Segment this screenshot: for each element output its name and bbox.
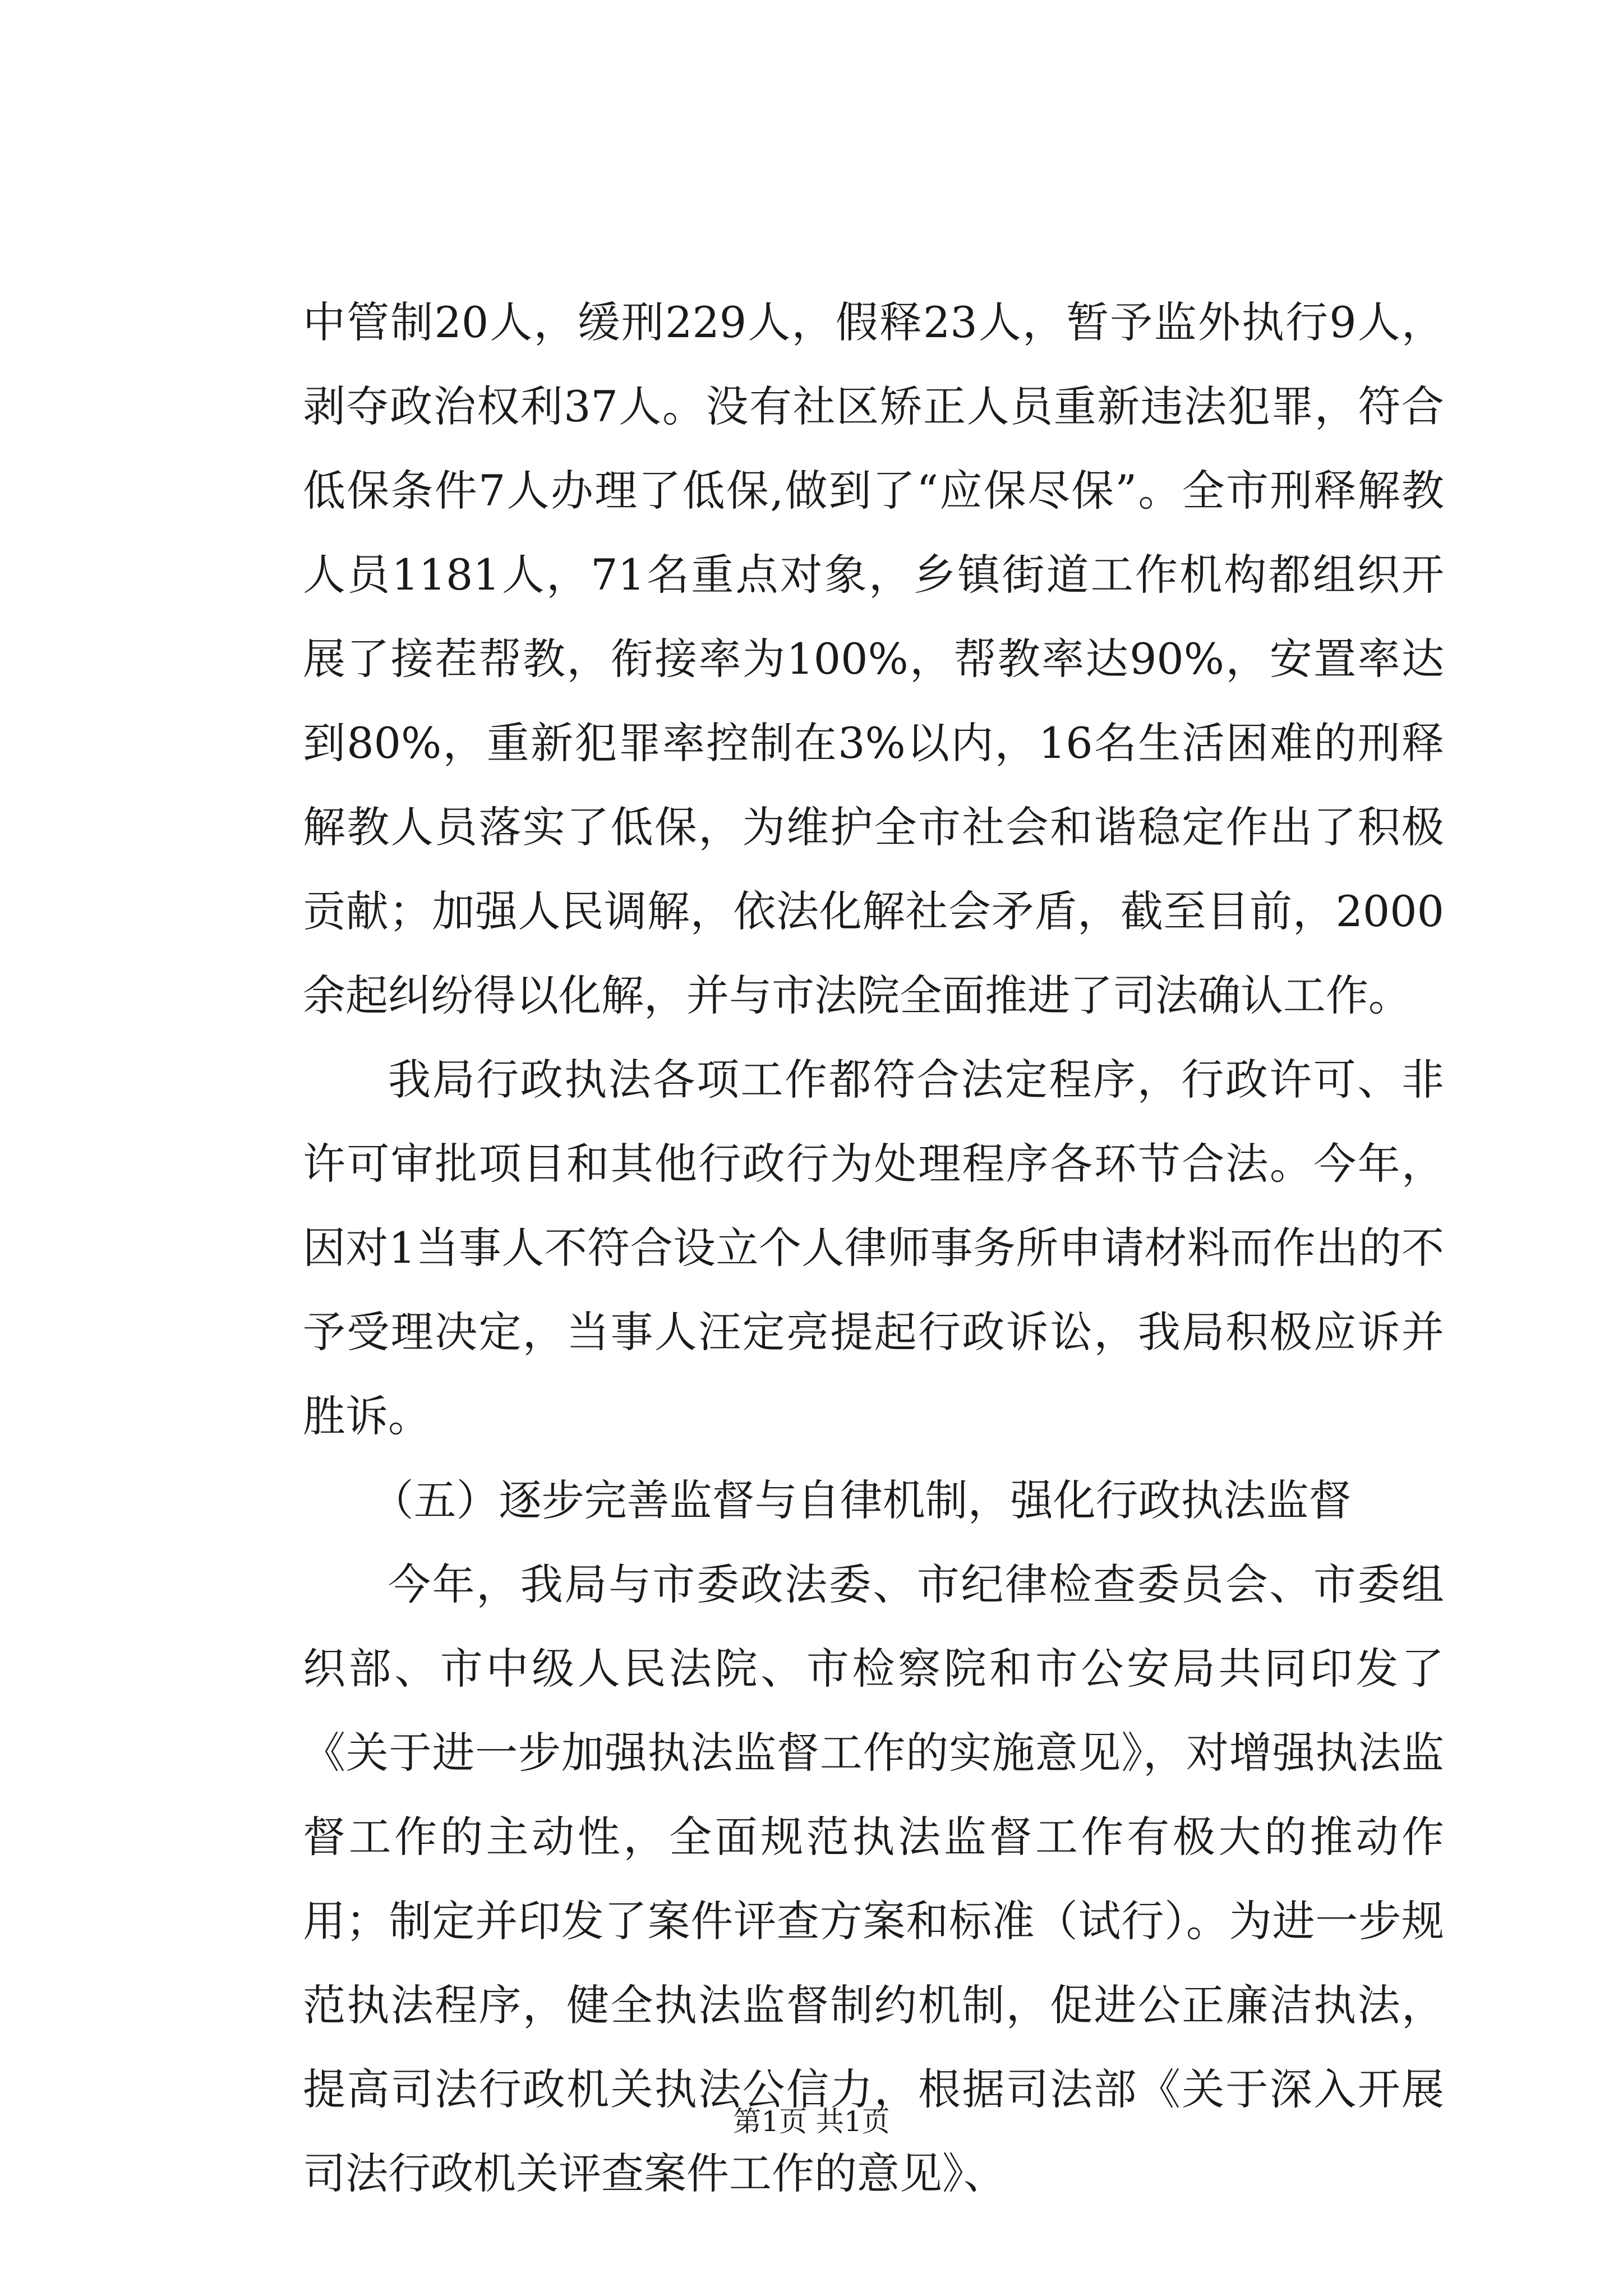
page-footer: 第1页 共1页 xyxy=(733,2105,890,2138)
section-heading-supervision: （五）逐步完善监督与自律机制，强化行政执法监督 xyxy=(371,1475,1352,1525)
paragraph-community-correction: 中管制20人，缓刑229人，假释23人，暂予监外执行9人，剥夺政治权利37人。没有社区矫正人员重新违法犯罪，符合低保条件7人办理了低保,做到了“应保尽保”。全市刑释解教人员1181人，71名重点对象，乡镇街道工作机构都组织开展了接茬帮教，衔接率为100%，帮教率达90%，安置率达到80%，重新犯罪率控制在3%以内，16名生活困难的刑释解教人员落实了低保，为维护全市社会和谐稳定作出了积极贡献；加强人民调解，依法化解社会矛盾，截至目前，2000余起纠纷得以化解，并与市法院全面推进了司法确认工作。 xyxy=(303,297,1444,1020)
document-body xyxy=(303,280,1444,2216)
paragraph-enforcement-supervision: 今年，我局与市委政法委、市纪律检查委员会、市委组织部、市中级人民法院、市检察院和市公安局共同印发了《关于进一步加强执法监督工作的实施意见》，对增强执法监督工作的主动性，全面规范执法监督工作有极大的推动作用；制定并印发了案件评查方案和标准（试行）。为进一步规范执法程序，健全执法监督制约机制，促进公正廉洁执法，提高司法行政机关执法公信力，根据司法部《关于深入开展司法行政机关评查案件工作的意见》、 xyxy=(303,1559,1444,2198)
paragraph-administrative-enforcement: 我局行政执法各项工作都符合法定程序，行政许可、非许可审批项目和其他行政行为处理程序各环节合法。今年，因对1当事人不符合设立个人律师事务所申请材料而作出的不予受理决定，当事人汪定亮提起行政诉讼，我局积极应诉并胜诉。 xyxy=(303,1055,1444,1441)
